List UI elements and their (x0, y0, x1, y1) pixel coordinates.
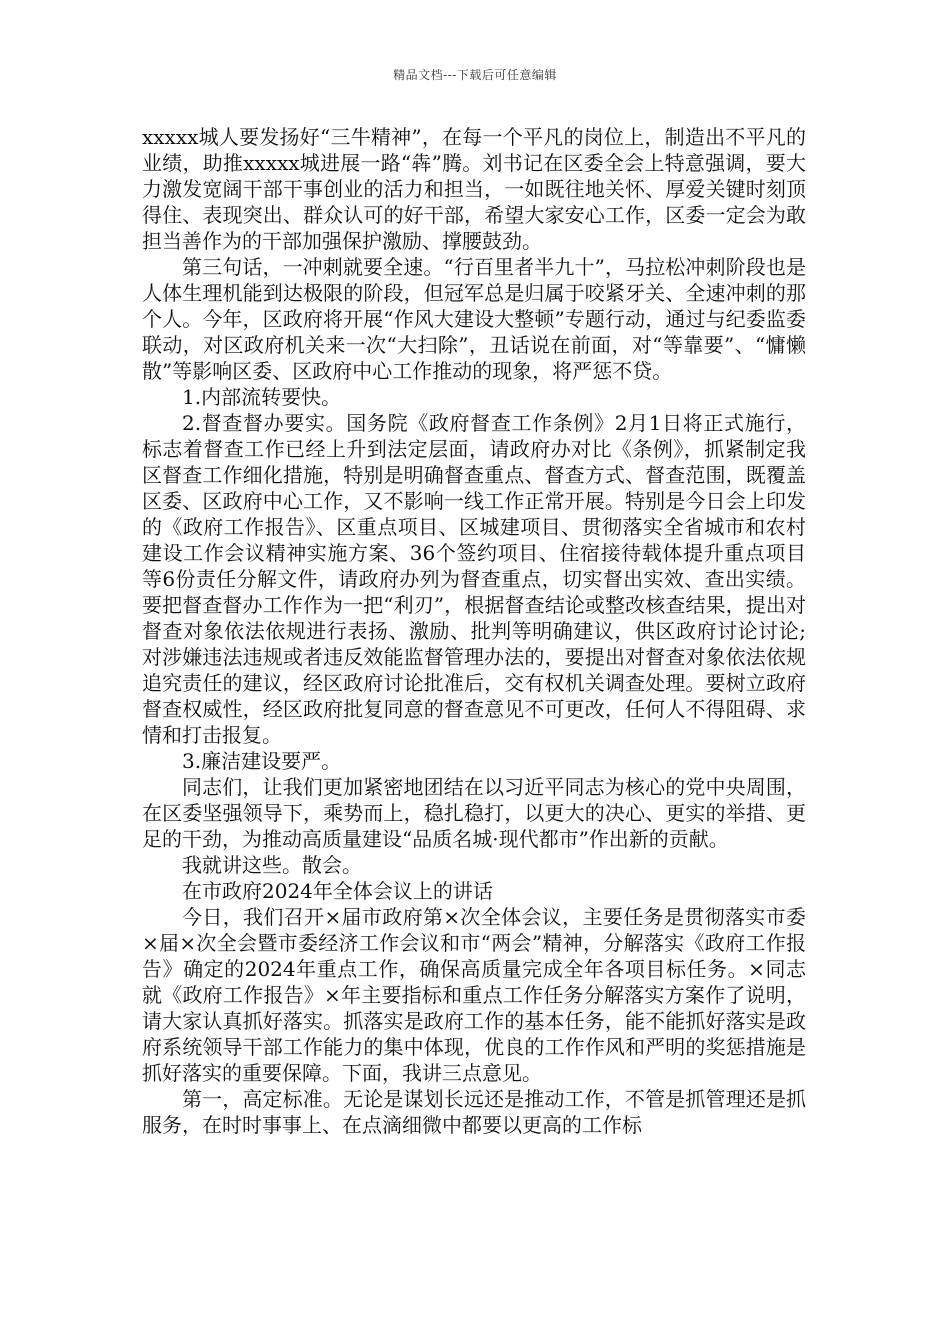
paragraph-7: 我就讲这些。散会。 (182, 853, 362, 877)
paragraph-2: 第三句话，一冲刺就要全速。“行百里者半九十”，马拉松冲刺阶段也是人体生理机能到达极限的阶段，但冠军总是归属于咬紧牙关、全速冲刺的那个人。今年，区政府将开展“作风大建设大整顿”专题行动，通过与纪委监委联动，对区政府机关来一次“大扫除”，丑话说在前面，对“等靠要”、“慵懒散”等影响区委、区政府中心工作推动的现象，将严惩不贷。 (142, 255, 806, 383)
paragraph-1: xxxxx城人要发扬好“三牛精神”，在每一个平凡的岗位上，制造出不平凡的业绩，助推xxxxx城进展一路“犇”腾。刘书记在区委全会上特意强调，要大力激发宽阔干部干事创业的活力和担当，一如既往地关怀、厚爱关键时刻顶得住、表现突出、群众认可的好干部，希望大家安心工作，区委一定会为敢担当善作为的干部加强保护激励、撑腰鼓劲。 (142, 125, 806, 253)
document-body (142, 124, 806, 1138)
paragraph-4: 2.督查督办要实。国务院《政府督查工作条例》2月1日将正式施行，标志着督查工作已经上升到法定层面，请政府办对比《条例》，抓紧制定我区督查工作细化措施，特别是明确督查重点、督查方式、督查范围，既覆盖区委、区政府中心工作，又不影响一线工作正常开展。特别是今日会上印发的《政府工作报告》、区重点项目、区城建项目、贯彻落实全省城市和农村建设工作会议精神实施方案、36个签约项目、住宿接待载体提升重点项目等6份责任分解文件，请政府办列为督查重点，切实督出实效、查出实绩。要把督查督办工作作为一把“利刃”，根据督查结论或整改核查结果，提出对督查对象依法依规进行表扬、激励、批判等明确建议，供区政府讨论讨论;对涉嫌违法违规或者违反效能监督管理办法的，要提出对督查对象依法依规追究责任的建议，经区政府讨论批准后，交有权机关调查处理。要树立政府督查权威性，经区政府批复同意的督查意见不可更改，任何人不得阻碍、求情和打击报复。 (142, 411, 806, 747)
paragraph-5: 3.廉洁建设要严。 (182, 749, 342, 773)
paragraph-9: 今日，我们召开×届市政府第×次全体会议，主要任务是贯彻落实市委×届×次全会暨市委经济工作会议和市“两会”精神，分解落实《政府工作报告》确定的2024年重点工作，确保高质量完成全年各项目标任务。×同志就《政府工作报告》×年主要指标和重点工作任务分解落实方案作了说明，请大家认真抓好落实。抓落实是政府工作的基本任务，能不能抓好落实是政府系统领导干部工作能力的集中体现，优良的工作作风和严明的奖惩措施是抓好落实的重要保障。下面，我讲三点意见。 (142, 905, 806, 1085)
paragraph-10: 第一，高定标准。无论是谋划长远还是推动工作，不管是抓管理还是抓服务，在时时事事上、在点滴细微中都要以更高的工作标 (142, 1087, 806, 1137)
page-header-note: 精品文档---下载后可任意编辑 (393, 68, 557, 82)
paragraph-3: 1.内部流转要快。 (182, 385, 342, 409)
paragraph-8-heading: 在市政府2024年全体会议上的讲话 (182, 879, 493, 903)
paragraph-6: 同志们，让我们更加紧密地团结在以习近平同志为核心的党中央周围，在区委坚强领导下，乘势而上，稳扎稳打，以更大的决心、更实的举措、更足的干劲，为推动高质量建设“品质名城·现代都市”作出新的贡献。 (142, 775, 806, 851)
